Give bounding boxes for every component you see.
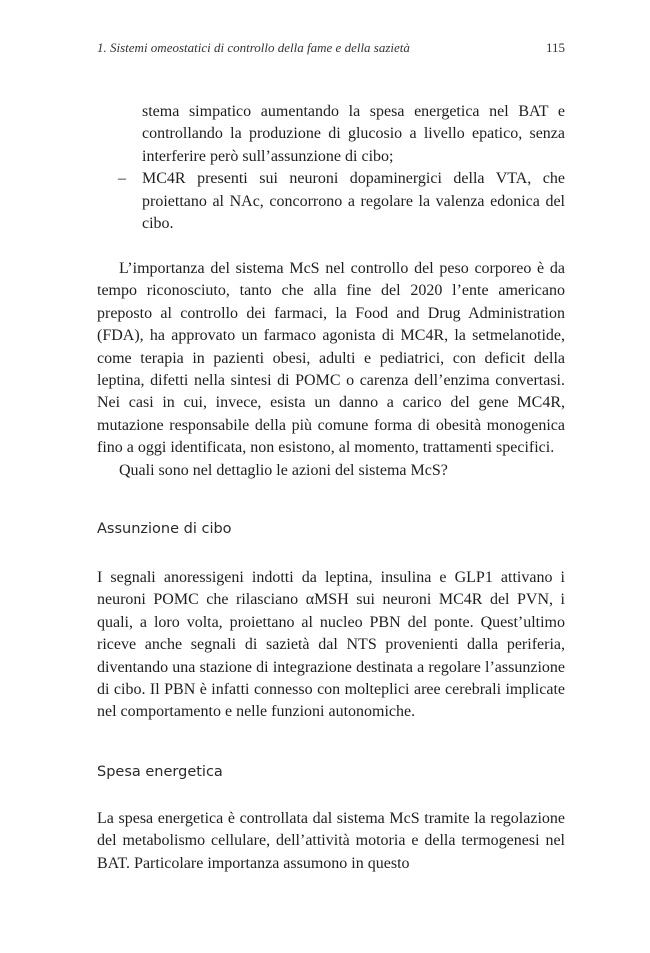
paragraph: L’importanza del sistema McS nel controllo del peso corporeo è da tempo riconosciuto, tanto che alla fine del 2020 l’ente americano preposto al controllo dei farmaci, la Food and Drug Administration (FDA), ha approvato un farmaco agonista di MC4R, la setmelanotide, come terapia in pazienti obesi, adulti e pediatrici, con deficit della leptina, difetti nella sintesi di POMC o carenza dell’enzima convertasi. Nei casi in cui, invece, esista un danno a carico del gene MC4R, mutazione responsabile della più comune forma di obesità monogenica fino a oggi identificata, non esistono, al momento, trattamenti specifici. bbox=[97, 260, 565, 457]
intro-section bbox=[97, 258, 565, 482]
running-head bbox=[97, 40, 565, 56]
list-block bbox=[97, 101, 565, 235]
section-body bbox=[97, 808, 565, 875]
list-dash: – bbox=[118, 170, 126, 188]
section-heading: Assunzione di cibo bbox=[97, 521, 232, 537]
list-item-text: MC4R presenti sui neuroni dopaminergici della VTA, che proiettano al NAc, concorrono a regolare la valenza edonica del cibo. bbox=[142, 170, 565, 233]
chapter-title: 1. Sistemi omeostatici di controllo della fame e della sazietà bbox=[97, 40, 410, 55]
section-body bbox=[97, 567, 565, 724]
paragraph: I segnali anoressigeni indotti da leptina, insulina e GLP1 attivano i neuroni POMC che rilasciano αMSH sui neuroni MC4R del PVN, i quali, a loro volta, proiettano al nucleo PBN del ponte. Quest’ultimo riceve anche segnali di sazietà dal NTS provenienti dalla periferia, diventando una stazione di integrazione destinata a regolare l’assunzione di cibo. Il PBN è infatti connesso con molteplici aree cerebrali implicate nel comportamento e nelle funzioni autonomiche. bbox=[97, 569, 565, 721]
list-item-continuation: stema simpatico aumentando la spesa energetica nel BAT e controllando la produzione di glucosio a livello epatico, senza interferire però sull’assunzione di cibo; bbox=[142, 103, 565, 165]
paragraph: Quali sono nel dettaglio le azioni del sistema McS? bbox=[119, 461, 448, 479]
list-item bbox=[118, 168, 565, 235]
section-heading: Spesa energetica bbox=[97, 764, 223, 780]
paragraph: La spesa energetica è controllata dal sistema McS tramite la regolazione del metabolismo cellulare, dell’attività motoria e della termogenesi nel BAT. Particolare importanza assumono in questo bbox=[97, 810, 565, 872]
page-number: 115 bbox=[545, 40, 565, 55]
